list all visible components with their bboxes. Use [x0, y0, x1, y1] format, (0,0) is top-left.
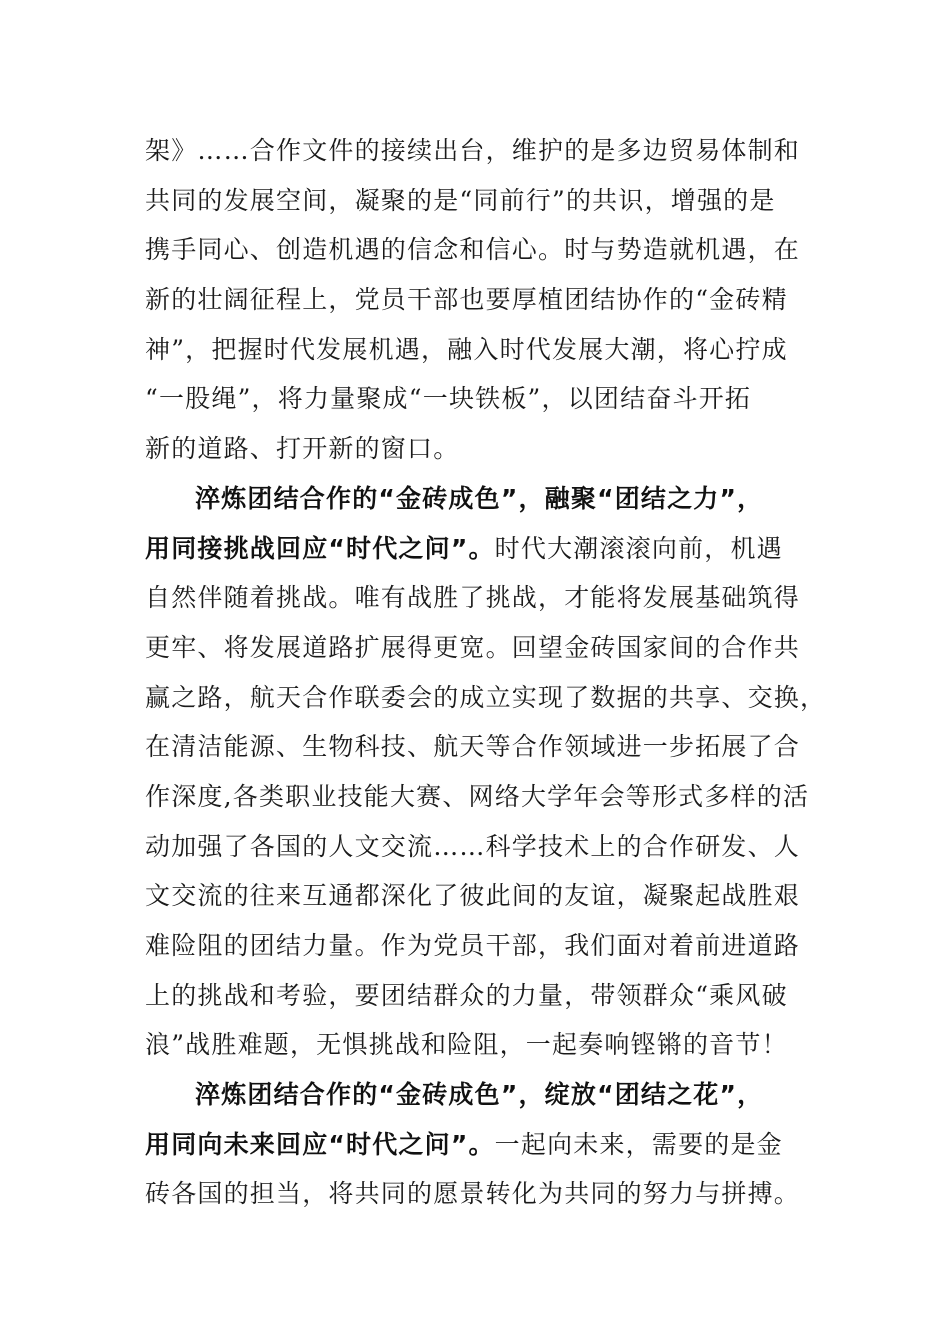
- paragraph1-line: “一股绳”，将力量聚成“一块铁板”，以团结奋斗开拓: [145, 384, 752, 414]
- paragraph2-line: 难险阻的团结力量。作为党员干部，我们面对着前进道路: [145, 931, 801, 960]
- paragraph2-line: 作深度,各类职业技能大赛、网络大学年会等形式多样的活: [145, 781, 810, 811]
- paragraph2-line: 上的挑战和考验，要团结群众的力量，带领群众“乘风破: [145, 980, 788, 1010]
- paragraph1-line: 神”，把握时代发展机遇，融入时代发展大潮，将心拧成: [145, 334, 788, 364]
- paragraph3-line: 砖各国的担当，将共同的愿景转化为共同的努力与拼搏。: [145, 1179, 801, 1209]
- document-body: [145, 126, 827, 1219]
- paragraph2-heading-part2: 用同接挑战回应“时代之问”。: [145, 533, 495, 563]
- paragraph2-body-start: 时代大潮滚滚向前，机遇: [494, 533, 783, 563]
- paragraph1-line: 新的道路、打开新的窗口。: [145, 434, 460, 464]
- paragraph1-line: 共同的发展空间，凝聚的是“同前行”的共识，增强的是: [145, 185, 776, 215]
- paragraph2-line: 更牢、将发展道路扩展得更宽。回望金砖国家间的合作共: [145, 632, 801, 662]
- paragraph1-line: 携手同心、创造机遇的信念和信心。时与势造就机遇，在: [145, 235, 801, 265]
- paragraph2-line: 赢之路，航天合作联委会的成立实现了数据的共享、交换，: [145, 682, 827, 712]
- paragraph1-line: 新的壮阔征程上，党员干部也要厚植团结协作的“金砖精: [145, 285, 788, 315]
- paragraph2-line: 动加强了各国的人文交流……科学技术上的合作研发、人: [145, 831, 801, 861]
- paragraph2-line: 在清洁能源、生物科技、航天等合作领域进一步拓展了合: [145, 732, 801, 762]
- paragraph2-heading-part1: 淬炼团结合作的“金砖成色”，融聚“团结之力”，: [195, 483, 764, 513]
- paragraph3-heading-line: [145, 1070, 805, 1120]
- paragraph3-heading-part2: 用同向未来回应“时代之问”。: [145, 1129, 495, 1159]
- paragraph2-heading-line: [145, 474, 805, 524]
- paragraph2-line: 浪”战胜难题，无惧挑战和险阻，一起奏响铿锵的音节！: [145, 1030, 788, 1060]
- paragraph3-heading-line: [145, 1120, 805, 1170]
- paragraph1-line: 架》……合作文件的接续出台，维护的是多边贸易体制和: [145, 136, 801, 165]
- paragraph2-heading-line: [145, 524, 805, 574]
- paragraph3-heading-part1: 淬炼团结合作的“金砖成色”，绽放“团结之花”，: [195, 1080, 764, 1110]
- paragraph3-body-start: 一起向未来，需要的是金: [494, 1129, 783, 1159]
- paragraph2-line: 自然伴随着挑战。唯有战胜了挑战，才能将发展基础筑得: [145, 583, 801, 613]
- paragraph2-line: 文交流的往来互通都深化了彼此间的友谊，凝聚起战胜艰: [145, 881, 801, 911]
